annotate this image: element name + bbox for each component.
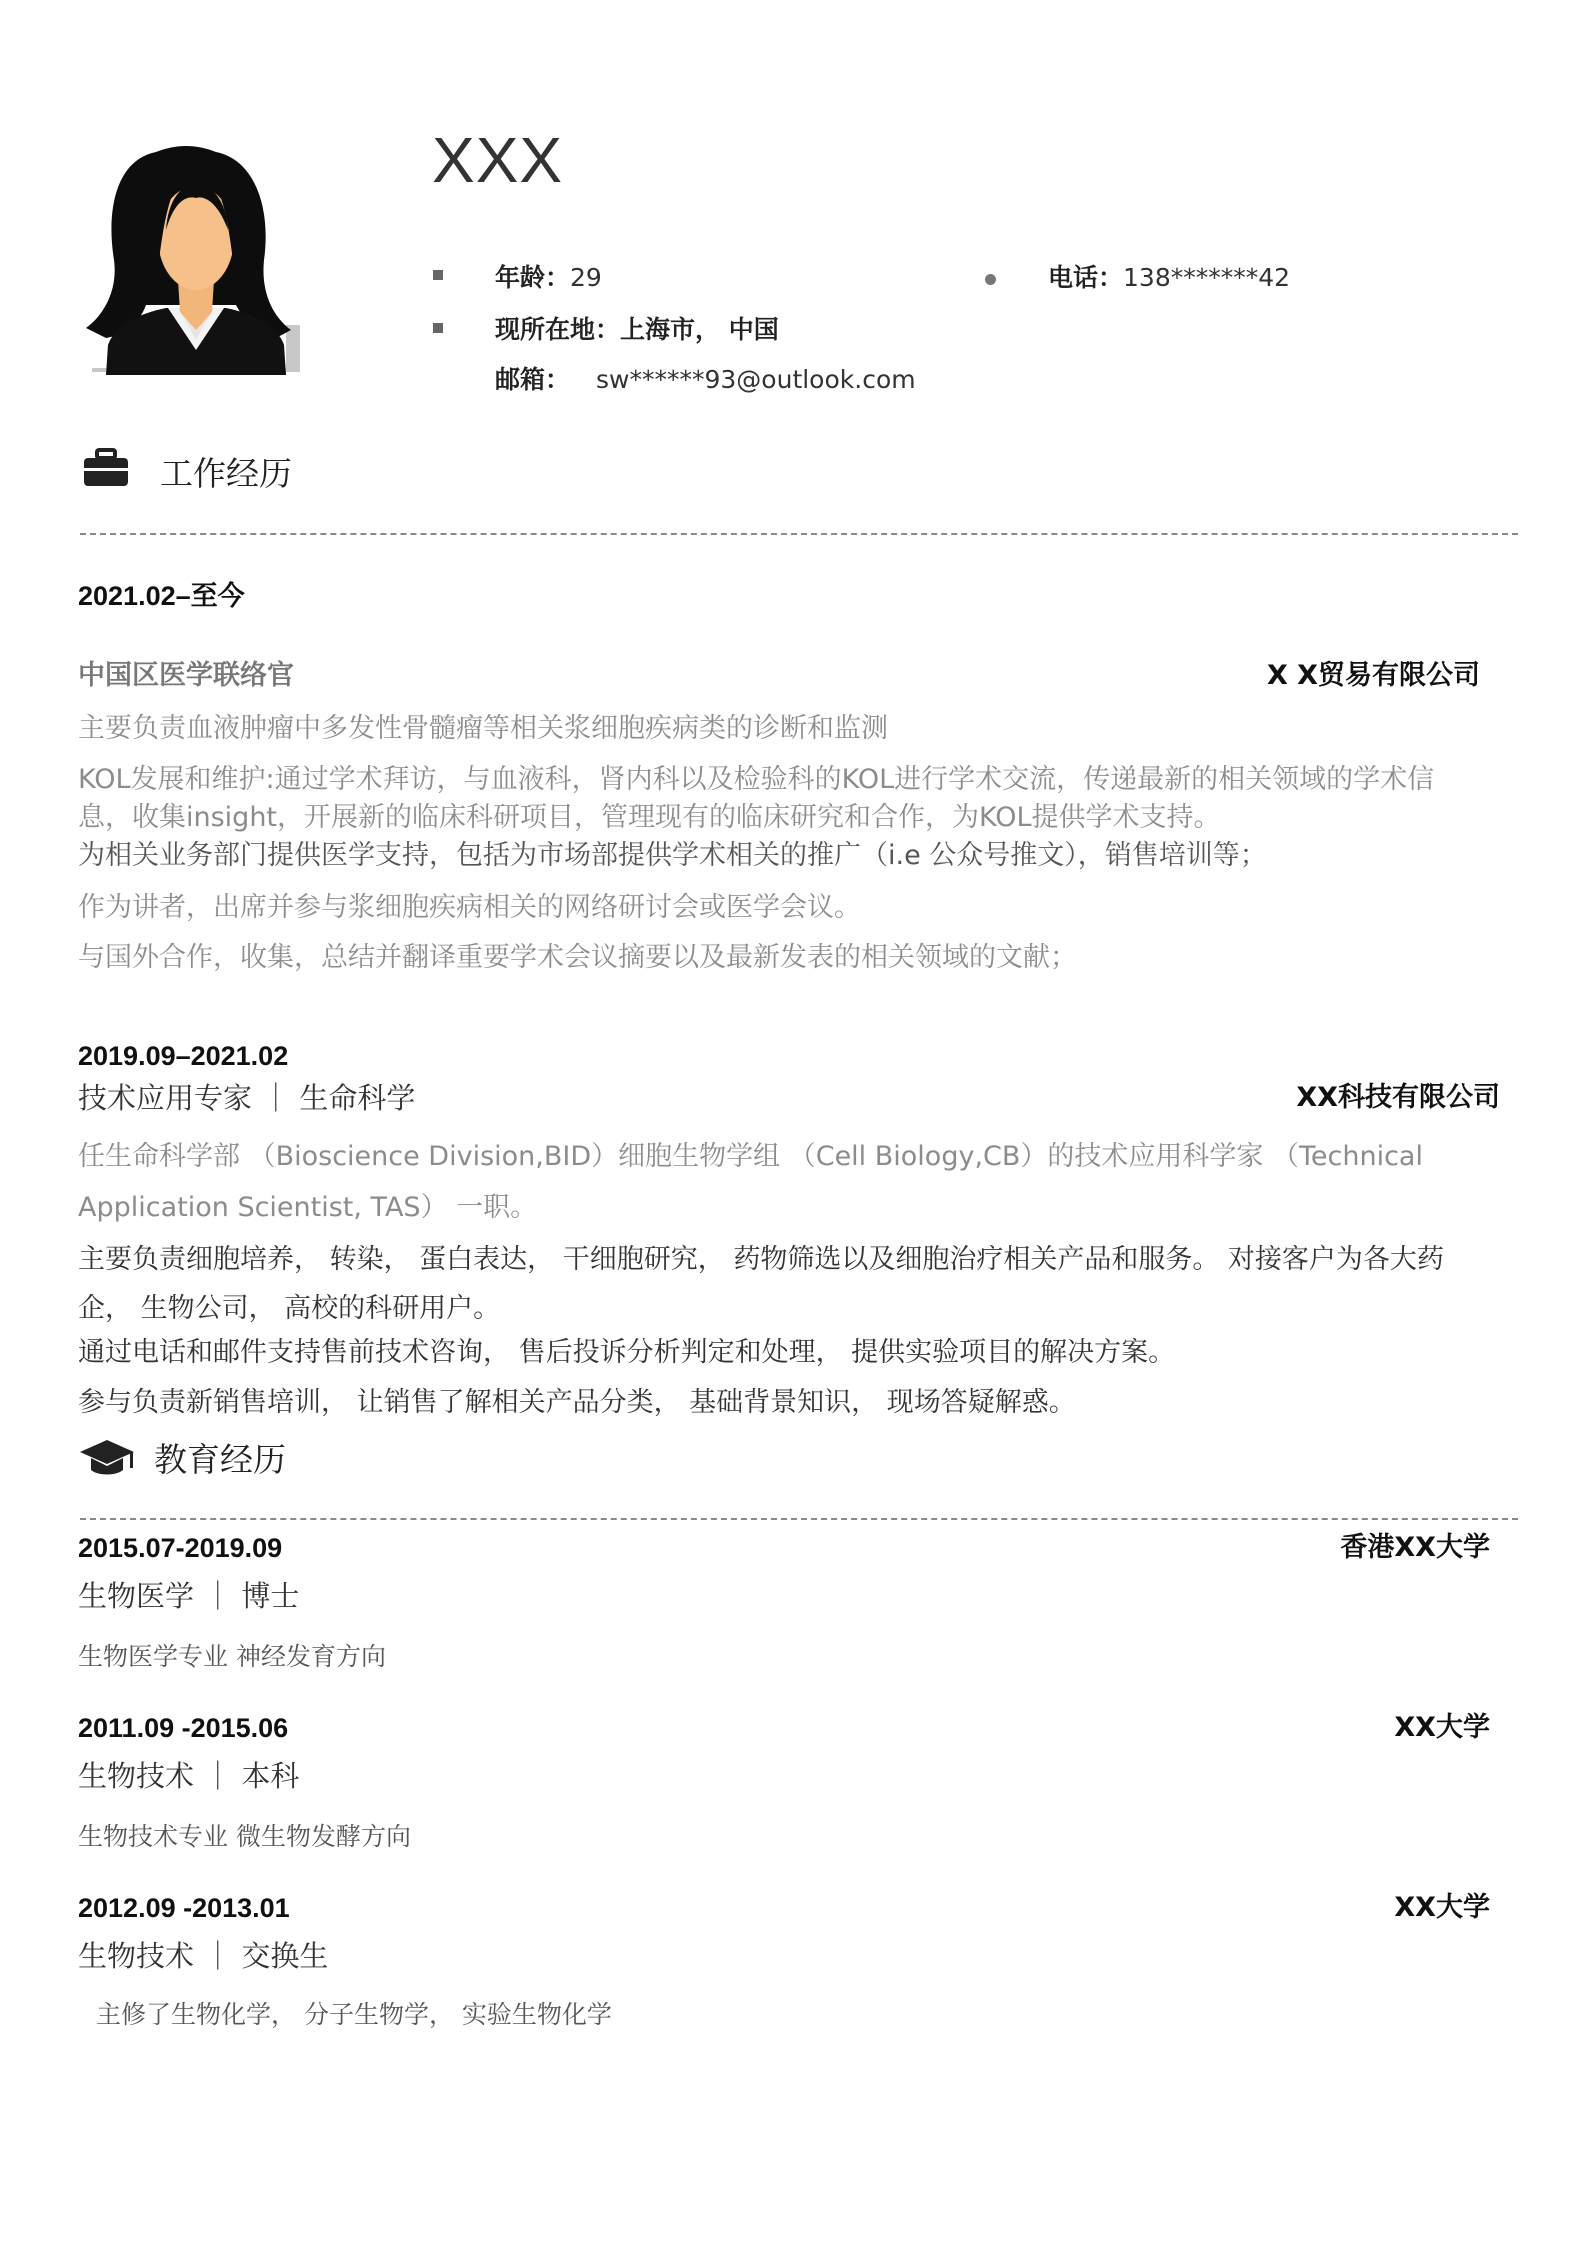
email-label: 邮箱： [495,365,571,394]
job-desc-line: 作为讲者，出席并参与浆细胞疾病相关的网络研讨会或医学会议。 [78,892,861,923]
job-desc-line: 与国外合作，收集，总结并翻译重要学术会议摘要以及最新发表的相关领域的文献； [78,942,1077,973]
person-name: XXX [432,124,564,196]
job-desc-line: 主要负责血液肿瘤中多发性骨髓瘤等相关浆细胞疾病类的诊断和监测 [78,713,888,744]
location-value: 上海市， 中国 [620,315,779,344]
job-desc-line: 息，收集insight，开展新的临床科研项目，管理现有的临床研究和合作，为KOL提供学术支持。 [78,802,1221,833]
edu-date: 2012.09 -2013.01 [78,1893,290,1923]
job-desc-line: 企， 生物公司， 高校的科研用户。 [78,1293,501,1324]
job-desc-line: Application Scientist, TAS） 一职。 [78,1192,538,1223]
job-date: 2021.02–至今 [78,581,245,611]
edu-school: XX大学 [1394,1712,1490,1743]
bullet-icon [433,270,443,280]
bullet-icon [433,323,443,333]
age-label: 年龄： [495,263,571,292]
divider [80,533,1518,535]
job-desc-line: 通过电话和邮件支持售前技术咨询， 售后投诉分析判定和处理， 提供实验项目的解决方案。 [78,1337,1176,1368]
job-date: 2019.09–2021.02 [78,1041,289,1071]
edu-desc: 生物医学专业 神经发育方向 [78,1642,386,1671]
age-value: 29 [570,263,602,292]
edu-desc: 主修了生物化学， 分子生物学， 实验生物化学 [96,2000,612,2029]
email-row [495,364,916,396]
job-role: 技术应用专家 ｜ 生命科学 [78,1081,416,1115]
age-row [495,262,602,294]
job-company: XX科技有限公司 [1296,1082,1500,1113]
email-value: sw******93@outlook.com [596,365,916,394]
phone-label: 电话： [1048,263,1124,292]
phone-row [1048,262,1290,294]
job-desc-line: 任生命科学部 （Bioscience Division,BID）细胞生物学组 （Cell Biology,CB）的技术应用科学家 （Technical [78,1141,1423,1172]
edu-date: 2011.09 -2015.06 [78,1713,289,1743]
work-section-title: 工作经历 [160,454,292,493]
briefcase-icon [82,448,130,488]
job-desc-line: KOL发展和维护:通过学术拜访，与血液科，肾内科以及检验科的KOL进行学术交流，传递最新的相关领域的学术信 [78,764,1435,795]
job-role: 中国区医学联络官 [78,660,294,691]
location-label: 现所在地： [495,315,621,344]
job-company: X X贸易有限公司 [1266,660,1480,691]
job-desc-line: 为相关业务部门提供医学支持，包括为市场部提供学术相关的推广（i.e 公众号推文），销售培训等； [78,840,1267,871]
edu-school: XX大学 [1394,1892,1490,1923]
edu-degree: 生物医学 ｜ 博士 [78,1579,300,1613]
edu-date: 2015.07-2019.09 [78,1533,283,1563]
phone-value: 138*******42 [1123,263,1291,292]
divider [80,1518,1518,1520]
bullet-icon [985,274,996,285]
graduation-cap-icon [78,1438,136,1478]
edu-desc: 生物技术专业 微生物发酵方向 [78,1822,411,1851]
education-section-title: 教育经历 [154,1440,286,1479]
job-desc-line: 参与负责新销售培训， 让销售了解相关产品分类， 基础背景知识， 现场答疑解惑。 [78,1387,1076,1418]
edu-school: 香港XX大学 [1340,1532,1490,1563]
edu-degree: 生物技术 ｜ 交换生 [78,1939,329,1973]
edu-degree: 生物技术 ｜ 本科 [78,1759,300,1793]
job-desc-line: 主要负责细胞培养， 转染， 蛋白表达， 干细胞研究， 药物筛选以及细胞治疗相关产品和服务。 对接客户为各大药 [78,1244,1444,1275]
location-row [495,314,779,346]
avatar [86,140,316,375]
